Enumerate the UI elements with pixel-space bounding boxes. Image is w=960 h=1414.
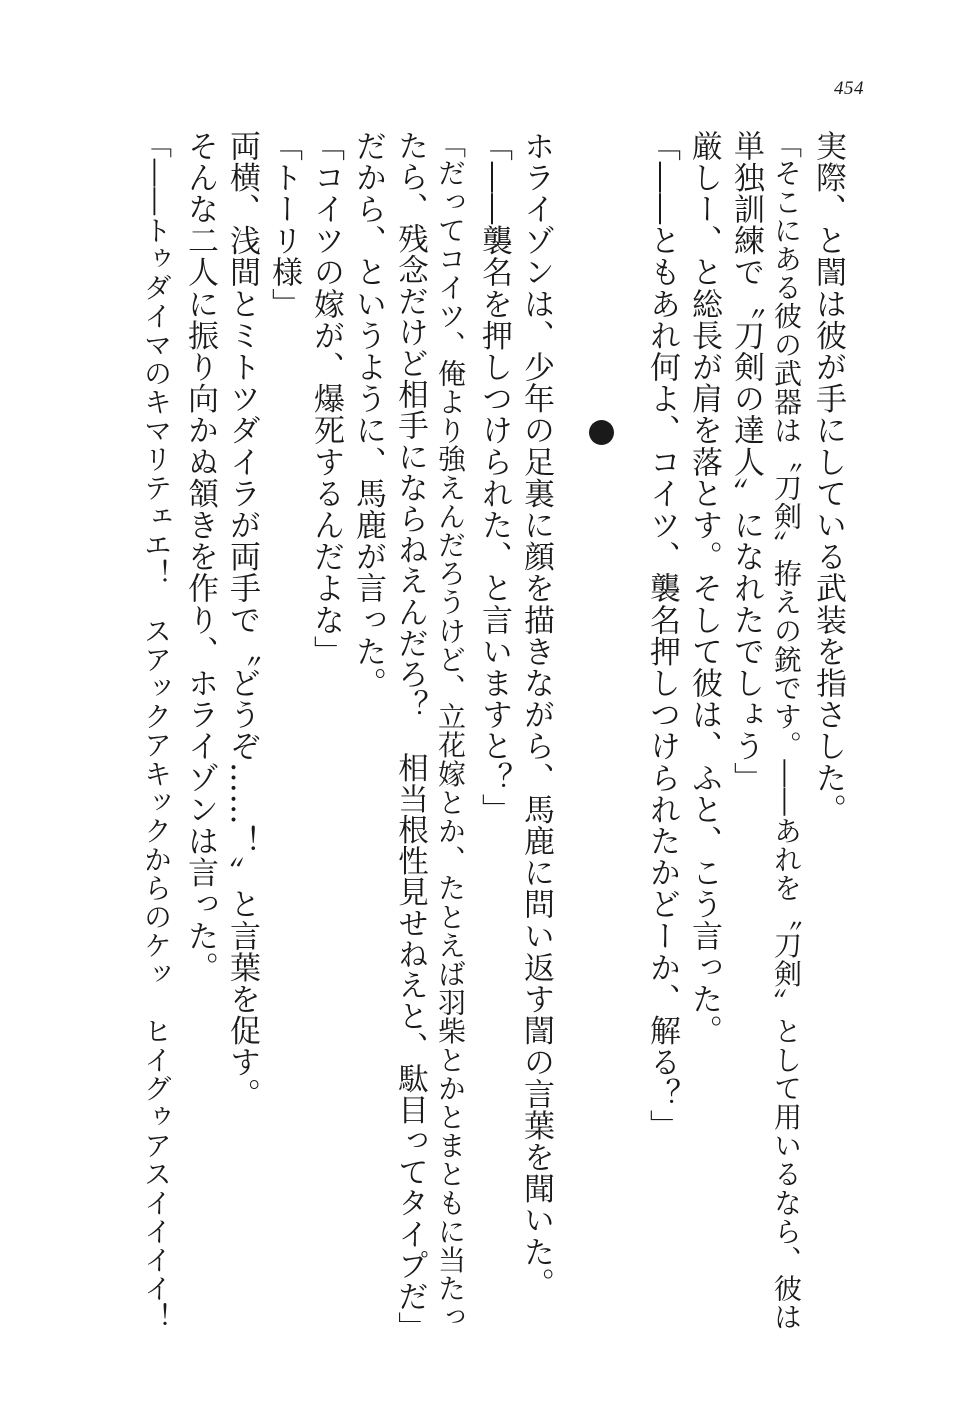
text-line-1: 実際、と誾は彼が手にしている武装を指さした。: [810, 130, 846, 826]
scene-break-dot: [589, 420, 614, 445]
text-line-15: 「――トゥダイマのキマリテェエ！ スアックアキックからのケッ ヒイグゥアスイイイイ！: [140, 130, 173, 1332]
text-line-13: 両横、浅間とミトツダイラが両手で〝どうぞ……！〟と言葉を促す。: [224, 130, 260, 1110]
text-line-9: たら、残念だけど相手にならねえんだろ？ 相当根性見せねえと、駄目ってタイプだ」: [392, 130, 428, 1343]
text-line-7: 「――襲名を押しつけられた、と言いますと？」: [476, 130, 512, 826]
text-line-5: 「――ともあれ何よ、コイツ、襲名押しつけられたかどーか、解る？」: [644, 130, 680, 1142]
text-line-8: 「だってコイツ、俺より強えんだろうけど、立花嫁とか、たとえば羽柴とかとまともに当たっ: [434, 130, 467, 1332]
text-line-14: そんな二人に振り向かぬ頷きを作り、ホライゾンは言った。: [182, 130, 218, 984]
page-number: 454: [834, 78, 864, 99]
text-line-11: 「コイツの嫁が、爆死するんだよな」: [308, 130, 344, 668]
text-line-3: 単独訓練で〝刀剣の達人〟になれたでしょう」: [728, 130, 764, 794]
text-line-12: 「トーリ様」: [266, 130, 302, 320]
text-line-6: ホライゾンは、少年の足裏に顔を描きながら、馬鹿に問い返す誾の言葉を聞いた。: [518, 130, 554, 1300]
text-line-4: 厳しー、と総長が肩を落とす。そして彼は、ふと、こう言った。: [686, 130, 722, 1047]
text-line-10: だから、というように、馬鹿が言った。: [350, 130, 386, 699]
text-line-2: 「そこにある彼の武器は〝刀剣〟拵えの銃です。――あれを〝刀剣〟として用いるなら、彼は: [770, 130, 803, 1332]
